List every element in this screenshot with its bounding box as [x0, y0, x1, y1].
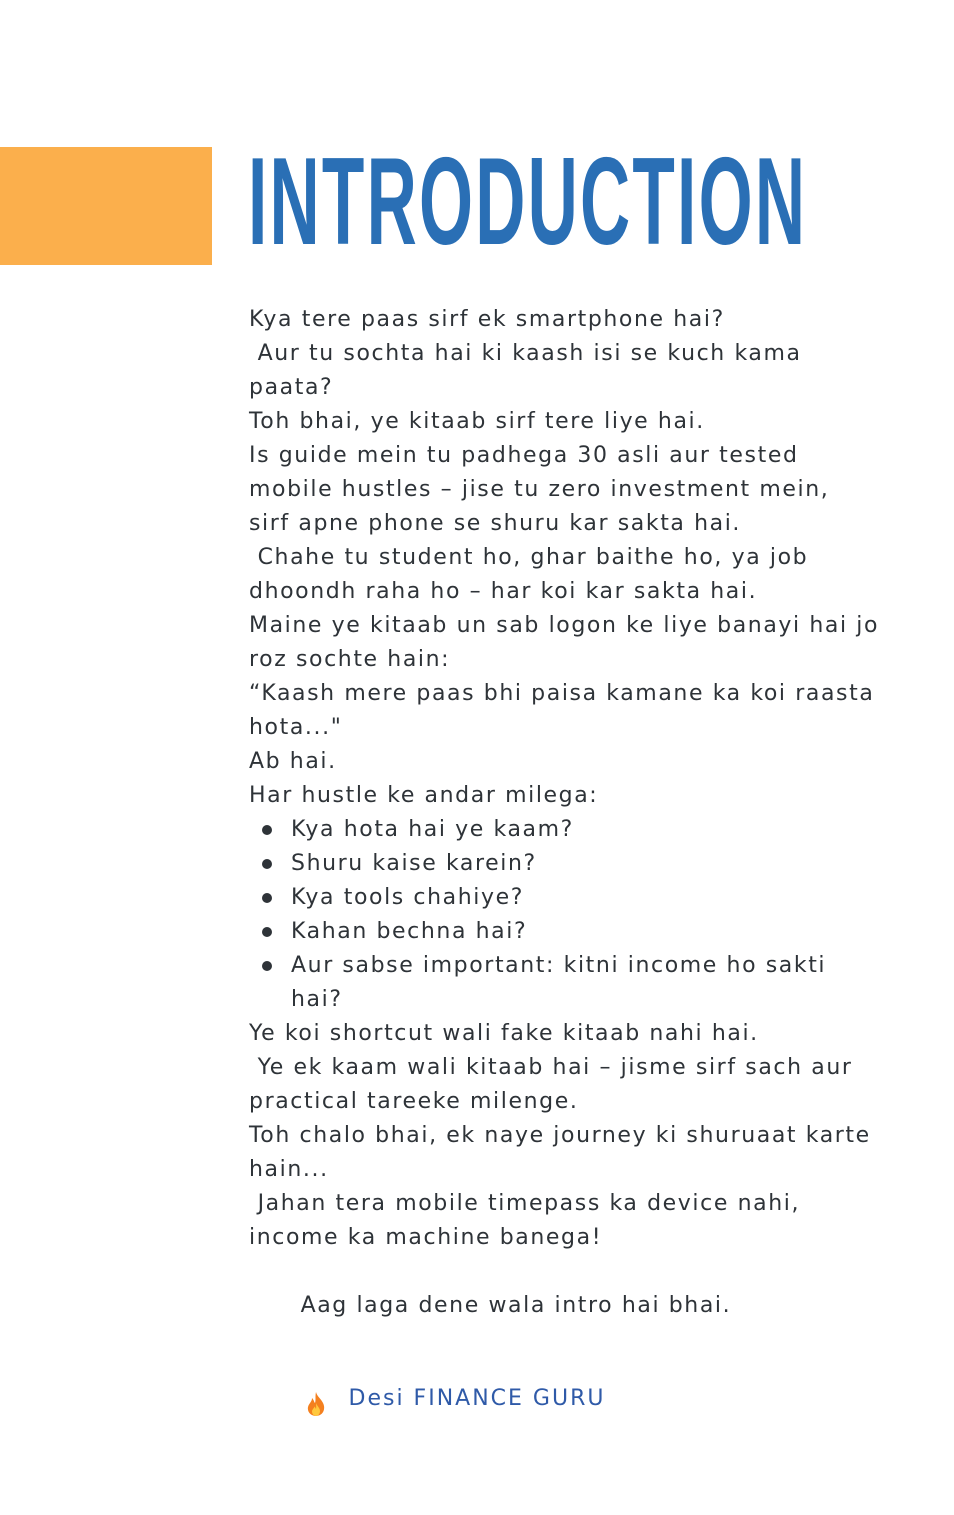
text-line: Jahan tera mobile timepass ka device nahi, [249, 1191, 801, 1216]
text-line: Ye koi shortcut wali fake kitaab nahi hai. [249, 1021, 759, 1046]
text-line: Is guide mein tu padhega 30 asli aur tested [249, 443, 799, 468]
bullet-dot-icon [262, 825, 272, 835]
list-item-text: Shuru kaise karein? [291, 851, 537, 876]
intro-paragraphs [249, 303, 880, 813]
list-item [249, 949, 869, 1017]
closing-line [249, 1255, 869, 1515]
text-line: roz sochte hain: [249, 647, 451, 672]
bullet-dot-icon [262, 893, 272, 903]
text-line: Maine ye kitaab un sab logon ke liye banayi hai jo [249, 613, 880, 638]
text-line: hota..." [249, 715, 343, 740]
bullet-dot-icon [262, 859, 272, 869]
text-line: “Kaash mere paas bhi paisa kamane ka koi raasta [249, 681, 875, 706]
text-line: Ye ek kaam wali kitaab hai – jisme sirf sach aur [249, 1055, 853, 1080]
list-item-text: Kya hota hai ye kaam? [291, 817, 574, 842]
text-line: Toh bhai, ye kitaab sirf tere liye hai. [249, 409, 705, 434]
text-line: practical tareeke milenge. [249, 1089, 579, 1114]
list-item [249, 915, 869, 949]
text-line: Har hustle ke andar milega: [249, 783, 599, 808]
fire-icon [305, 1323, 327, 1349]
text-line: hain... [249, 1157, 329, 1182]
text-line: mobile hustles – jise tu zero investment mein, [249, 477, 830, 502]
text-line: Ab hai. [249, 749, 337, 774]
text-line: paata? [249, 375, 334, 400]
bullet-dot-icon [262, 927, 272, 937]
page-title: INTRODUCTION [248, 133, 808, 271]
closing-line-text: Aag laga dene wala intro hai bhai. [300, 1293, 732, 1318]
brand-footer: Desi FINANCE GURU [348, 1386, 606, 1411]
text-line: Aur tu sochta hai ki kaash isi se kuch kama [249, 341, 802, 366]
orange-accent-block [0, 147, 212, 265]
text-line: Kya tere paas sirf ek smartphone hai? [249, 307, 725, 332]
text-line: income ka machine banega! [249, 1225, 603, 1250]
text-line: sirf apne phone se shuru kar sakta hai. [249, 511, 742, 536]
list-item-text: Kya tools chahiye? [291, 885, 525, 910]
text-line: Chahe tu student ho, ghar baithe ho, ya job [249, 545, 809, 570]
list-item [249, 813, 869, 847]
text-line: dhoondh raha ho – har koi kar sakta hai. [249, 579, 758, 604]
text-line: Toh chalo bhai, ek naye journey ki shuruaat karte [249, 1123, 871, 1148]
outro-paragraphs [249, 1017, 869, 1515]
list-item-text: Aur sabse important: kitni income ho sakti hai? [291, 953, 827, 1012]
introduction-body [249, 303, 880, 1515]
list-item-text: Kahan bechna hai? [291, 919, 528, 944]
list-item [249, 881, 869, 915]
bullet-dot-icon [262, 961, 272, 971]
list-item [249, 847, 869, 881]
hustle-contents-list [249, 813, 869, 1017]
